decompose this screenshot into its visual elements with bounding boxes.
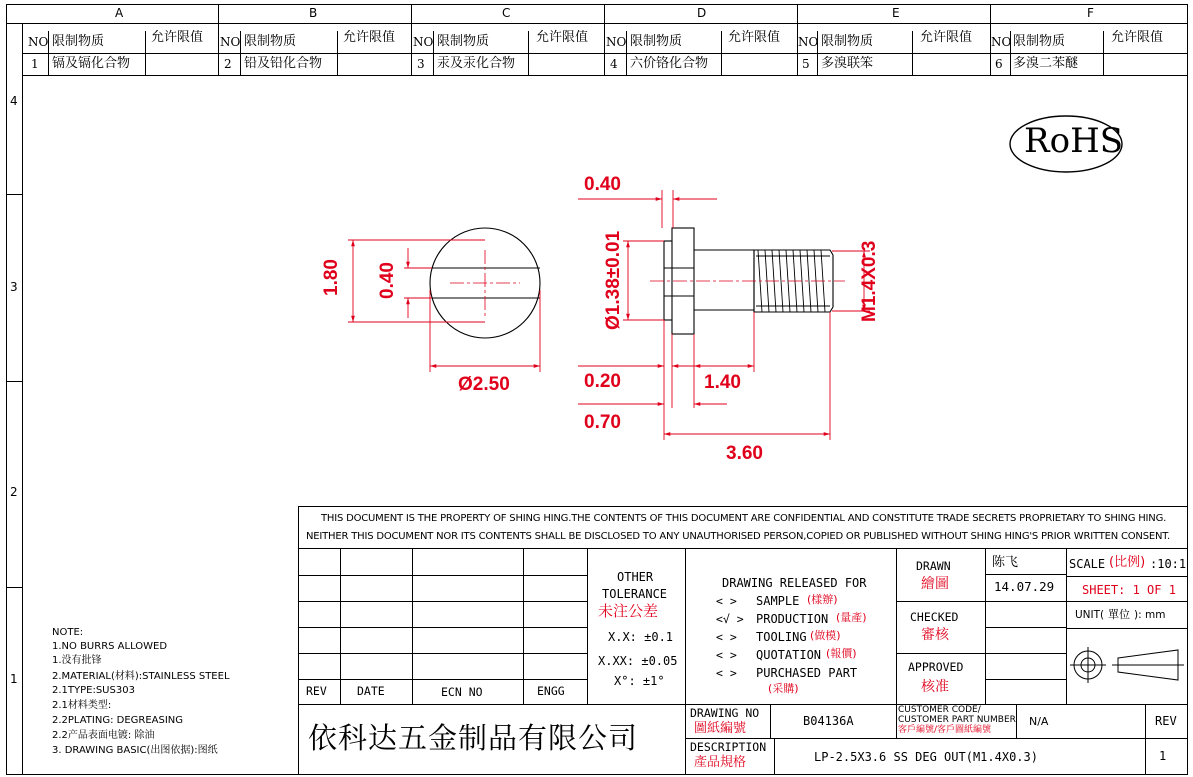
rohs-text: RoHS: [1024, 121, 1124, 161]
hdr-no-5: NO: [798, 35, 819, 49]
hdr-limit-2: 允许限值: [343, 30, 396, 45]
description-label-cn: 產品規格: [694, 755, 747, 770]
item-substance: 铅及铅化合物: [244, 56, 323, 71]
hdr-substance-4: 限制物质: [630, 34, 683, 49]
note-line: 1.NO BURRS ALLOWED: [52, 641, 168, 652]
rev-value: 1: [1159, 749, 1167, 763]
hdr-substance-6: 限制物质: [1013, 34, 1066, 49]
hdr-no-1: NO: [28, 35, 49, 49]
item-substance: 多溴二苯醚: [1013, 56, 1079, 71]
drawn-label: DRAWN: [916, 559, 951, 573]
hdr-no-4: NO: [606, 35, 627, 49]
tolerance-title-cn: 未注公差: [598, 602, 659, 620]
item-no: 1: [31, 57, 39, 71]
hdr-substance-1: 限制物质: [52, 34, 105, 49]
item-substance: 镉及镉化合物: [52, 56, 131, 71]
item-no: 3: [417, 57, 425, 71]
zone-row-1: 1: [10, 672, 18, 686]
scale-label-cn: (比例): [1109, 555, 1146, 570]
sheet-number: SHEET: 1 OF 1: [1082, 583, 1176, 597]
zone-col-a: A: [115, 6, 124, 20]
hdr-limit-4: 允许限值: [728, 30, 781, 45]
company-name: 依科达五金制品有限公司: [308, 721, 639, 755]
dim-recess: 0.20: [584, 371, 621, 392]
item-substance: 六价铬化合物: [630, 56, 709, 71]
dim-shank-diameter: Ø1.38±0.01: [603, 230, 624, 330]
unit-label: UNIT(: [1075, 609, 1105, 621]
drawn-label-cn: 繪圖: [921, 576, 949, 592]
description-value: LP-2.5X3.6 SS DEG OUT(M1.4X0.3): [814, 750, 1038, 764]
drawing-no-label: DRAWING NO: [690, 706, 760, 720]
rev-header: REV: [306, 684, 327, 698]
hdr-limit-1: 允许限值: [151, 30, 204, 45]
dim-head-offset: 0.70: [584, 412, 621, 433]
tolerance-title-2: TOLERANCE: [602, 587, 668, 601]
drawing-no-value: B04136A: [803, 714, 854, 728]
checked-label: CHECKED: [910, 610, 959, 624]
release-label: PRODUCTION: [756, 612, 829, 626]
tolerance-line: X.X: ±0.1: [608, 630, 674, 644]
drawn-by-name: 陈飞: [992, 555, 1019, 570]
hdr-limit-6: 允许限值: [1111, 30, 1164, 45]
drawn-date: 14.07.29: [994, 579, 1055, 594]
tolerance-line: X.XX: ±0.05: [598, 654, 678, 668]
approved-label-cn: 核准: [921, 679, 949, 695]
customer-value: N/A: [1029, 715, 1049, 728]
drawing-no-label-cn: 圖紙編號: [694, 721, 747, 736]
item-no: 6: [995, 57, 1003, 71]
release-checkbox: < >: [716, 630, 737, 644]
hdr-no-6: NO: [991, 35, 1012, 49]
release-label: TOOLING: [756, 630, 807, 644]
hdr-no-2: NO: [220, 35, 241, 49]
tolerance-line: X°: ±1°: [614, 674, 665, 688]
dim-thread: M1.4X0.3: [859, 240, 880, 322]
hdr-substance-3: 限制物质: [437, 34, 490, 49]
unit-value: ): mm: [1134, 609, 1166, 621]
zone-col-f: F: [1087, 6, 1094, 20]
hdr-limit-3: 允许限值: [536, 30, 589, 45]
note-line: 2.1材料类型:: [52, 700, 112, 711]
release-checkbox: < >: [716, 648, 737, 662]
description-label: DESCRIPTION: [690, 740, 767, 754]
release-label: QUOTATION: [756, 648, 822, 662]
release-checkbox: <√ >: [716, 612, 744, 626]
item-no: 5: [802, 57, 810, 71]
zone-col-d: D: [697, 6, 707, 20]
notes-title: NOTE:: [52, 627, 84, 638]
dim-head-height: 1.80: [321, 259, 342, 296]
release-label: PURCHASED PART: [756, 666, 858, 680]
confidential-notice-2: NEITHER THIS DOCUMENT NOR ITS CONTENTS SHALL BE DISCLOSED TO ANY UNAUTHORISED PERSON,COPIED OR PUBLISHED WITHOUT SHING HING'S PRIOR WRITTEN CONSENT.: [306, 531, 1170, 542]
release-checkbox: < >: [716, 666, 737, 680]
date-header: DATE: [357, 684, 385, 698]
hdr-no-3: NO: [413, 35, 434, 49]
zone-col-e: E: [892, 6, 900, 20]
ecn-header: ECN NO: [441, 685, 483, 699]
dim-total-length: 3.60: [726, 443, 763, 464]
hdr-limit-5: 允许限值: [920, 30, 973, 45]
scale-label: SCALE: [1069, 557, 1106, 571]
release-label: SAMPLE: [756, 594, 800, 608]
dim-slot-width: 0.40: [377, 262, 398, 299]
scale-value: :10:1: [1150, 557, 1187, 571]
note-line: 3. DRAWING BASIC(出图依据):图纸: [52, 745, 218, 756]
approved-label: APPROVED: [908, 660, 964, 674]
note-line: 2.MATERIAL(材料):STAINLESS STEEL: [52, 671, 230, 682]
engg-header: ENGG: [537, 684, 565, 698]
note-line: 2.2产品表面电镀: 除油: [52, 730, 155, 741]
release-label-cn: (做模): [810, 629, 841, 642]
unit-label-cn: 單位: [1108, 608, 1130, 621]
customer-part-label: CUSTOMER PART NUMBER: [898, 715, 1016, 725]
item-no: 4: [610, 57, 618, 71]
checked-label-cn: 審核: [921, 627, 949, 643]
confidential-notice-1: THIS DOCUMENT IS THE PROPERTY OF SHING HING.THE CONTENTS OF THIS DOCUMENT ARE CONFIDENTIAL AND CONSTITUTE TRADE SECRETS PROPRIETARY TO SHING HING.: [321, 513, 1167, 524]
zone-col-c: C: [502, 6, 511, 20]
note-line: 1.没有批锋: [52, 655, 102, 666]
release-label-cn: (樣辦): [807, 593, 838, 606]
note-line: 2.1TYPE:SUS303: [52, 685, 135, 696]
note-line: 2.2PLATING: DEGREASING: [52, 715, 184, 726]
release-label-cn: (報價): [826, 647, 857, 660]
dim-shank-length: 1.40: [704, 372, 741, 393]
item-substance: 多溴联笨: [821, 56, 874, 71]
zone-row-3: 3: [10, 280, 18, 294]
item-no: 2: [224, 57, 232, 71]
release-label-cn: (采購): [768, 682, 799, 695]
zone-row-4: 4: [10, 94, 18, 108]
dim-head-diameter: Ø2.50: [458, 374, 510, 395]
item-substance: 汞及汞化合物: [437, 56, 516, 71]
customer-label-cn: 客戶編號/客戶圖紙編號: [898, 725, 992, 735]
zone-col-b: B: [309, 6, 318, 20]
rev-label: REV: [1155, 714, 1177, 728]
hdr-substance-2: 限制物质: [244, 34, 297, 49]
hdr-substance-5: 限制物质: [821, 34, 874, 49]
customer-code-label: CUSTOMER CODE/: [898, 705, 981, 715]
dim-head-thickness: 0.40: [584, 174, 621, 195]
release-checkbox: < >: [716, 594, 737, 608]
release-title: DRAWING RELEASED FOR: [722, 576, 867, 590]
zone-row-2: 2: [10, 485, 18, 499]
release-label-cn: (量產): [836, 611, 867, 624]
tolerance-title-1: OTHER: [617, 570, 654, 584]
